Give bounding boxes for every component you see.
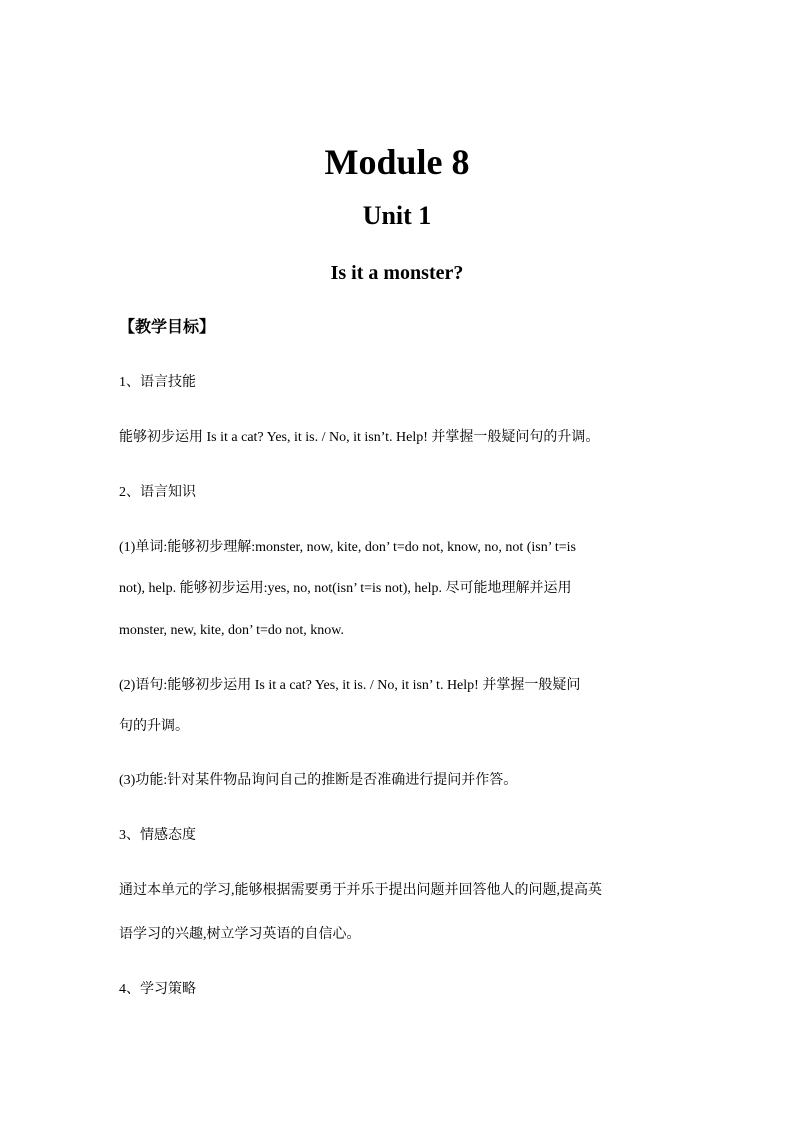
- lesson-title: Is it a monster?: [330, 262, 464, 284]
- paragraph-line: 句的升调。: [119, 719, 189, 734]
- teaching-objectives-heading: 【教学目标】: [119, 319, 216, 336]
- module-title: Module 8: [324, 142, 470, 182]
- unit-title: Unit 1: [362, 201, 432, 230]
- paragraph-line: not), help. 能够初步运用:yes, no, not(isn’ t=is not), help. 尽可能地理解并运用: [119, 581, 572, 596]
- paragraph-line: monster, new, kite, don’ t=do not, know.: [119, 623, 344, 638]
- paragraph-line: (2)语句:能够初步运用 Is it a cat? Yes, it is. / No, it isn’ t. Help! 并掌握一般疑问: [119, 678, 581, 693]
- section-language-knowledge: 2、语言知识: [119, 485, 196, 500]
- paragraph-line: 语学习的兴趣,树立学习英语的自信心。: [119, 927, 361, 942]
- paragraph-line: (3)功能:针对某件物品询问自己的推断是否准确进行提问并作答。: [119, 773, 518, 788]
- section-learning-strategies: 4、学习策略: [119, 982, 196, 997]
- paragraph-line: 通过本单元的学习,能够根据需要勇于并乐于提出问题并回答他人的问题,提高英: [119, 883, 602, 898]
- section-emotional-attitude: 3、情感态度: [119, 828, 196, 843]
- section-language-skills: 1、语言技能: [119, 375, 196, 390]
- paragraph-line: 能够初步运用 Is it a cat? Yes, it is. / No, it isn’t. Help! 并掌握一般疑问句的升调。: [119, 430, 600, 445]
- paragraph-line: (1)单词:能够初步理解:monster, now, kite, don’ t=do not, know, no, not (isn’ t=is: [119, 540, 576, 555]
